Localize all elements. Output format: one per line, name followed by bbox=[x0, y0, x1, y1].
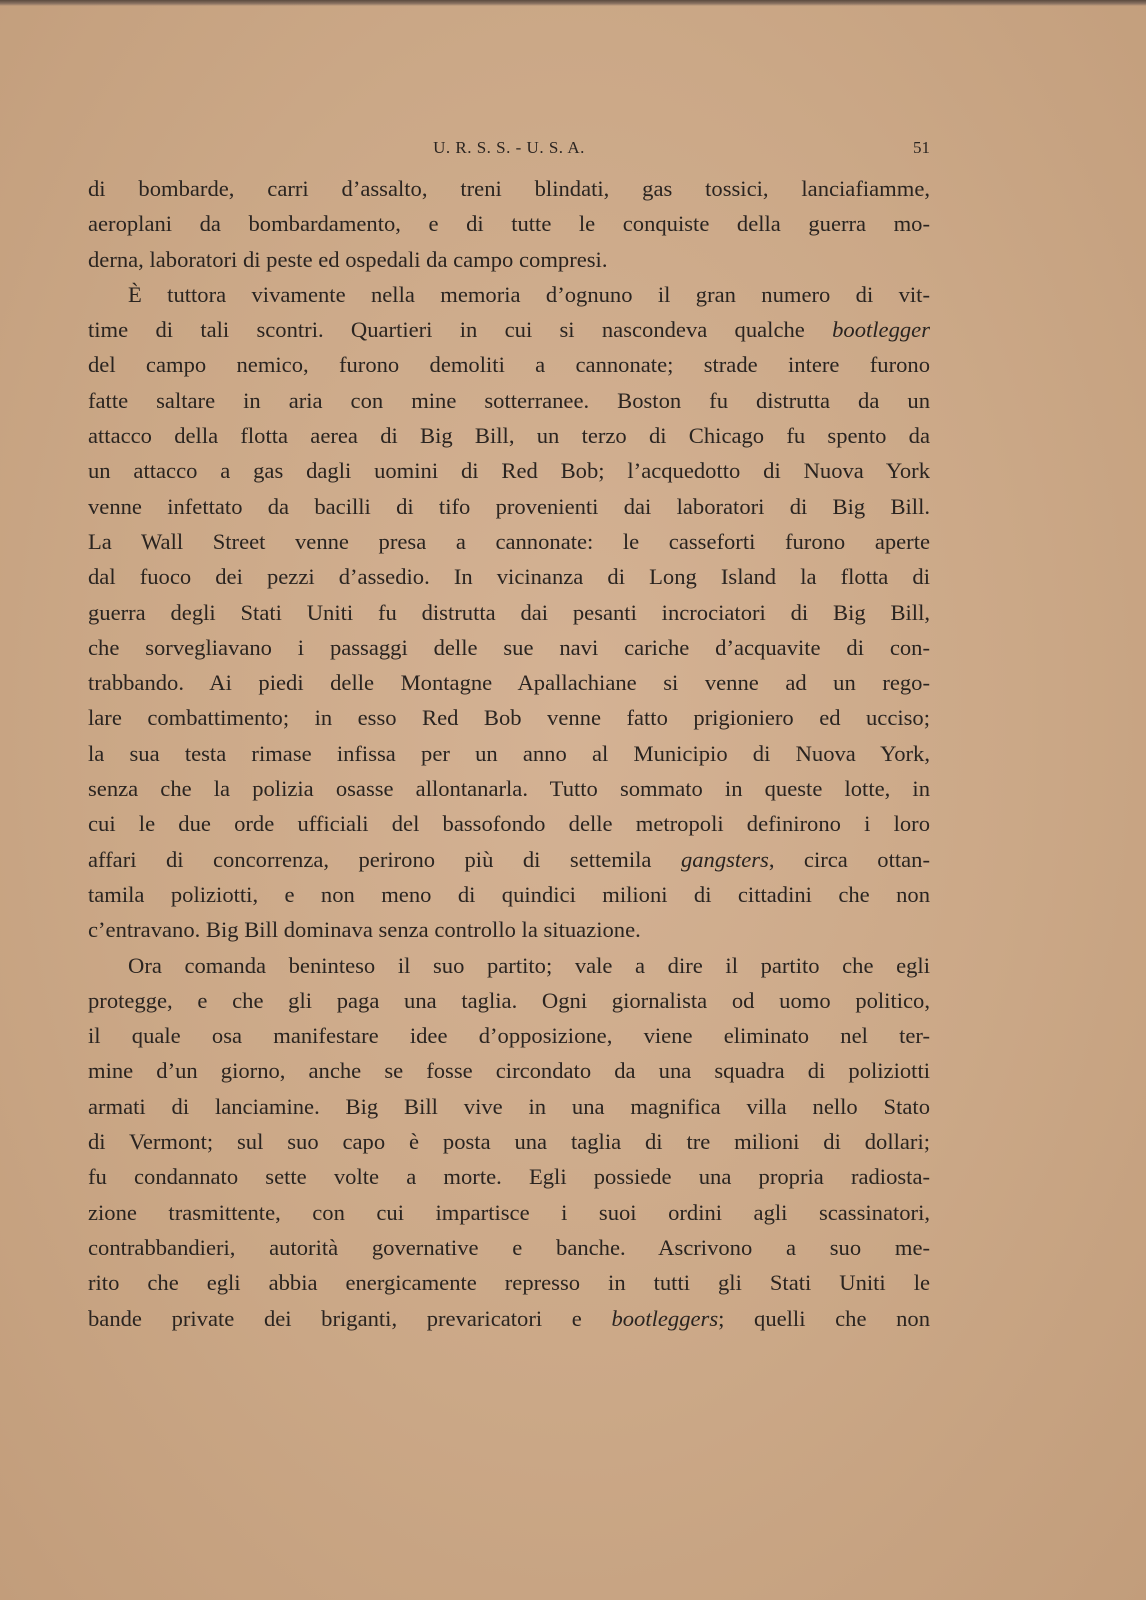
text-line-content: del campo nemico, furono demoliti a cannonate; strade intere furono bbox=[88, 352, 930, 378]
running-head: U. R. S. S. - U. S. A. bbox=[433, 138, 585, 157]
text-line bbox=[88, 1159, 930, 1194]
text-line bbox=[88, 277, 930, 312]
text-line-content: mine d’un giorno, anche se fosse circondato da una squadra di poliziotti bbox=[88, 1058, 930, 1084]
text-line bbox=[88, 806, 930, 841]
text-line-continuation: ; quelli che non bbox=[718, 1305, 930, 1331]
text-line-content: di Vermont; sul suo capo è posta una taglia di tre milioni di dollari; bbox=[88, 1129, 930, 1155]
text-line-content: Ora comanda beninteso il suo partito; vale a dire il partito che egli bbox=[128, 952, 930, 978]
text-line-content: trabbando. Ai piedi delle Montagne Apallachiane si venne ad un rego- bbox=[88, 670, 930, 696]
text-line-content: contrabbandieri, autorità governative e banche. Ascrivono a suo me- bbox=[88, 1234, 930, 1260]
text-line-content: È tuttora vivamente nella memoria d’ognuno il gran numero di vit- bbox=[128, 281, 930, 307]
text-line bbox=[88, 453, 930, 488]
text-line bbox=[88, 383, 930, 418]
text-line-content: rito che egli abbia energicamente represso in tutti gli Stati Uniti le bbox=[88, 1270, 930, 1296]
body-text bbox=[88, 171, 930, 1336]
text-line-content: fu condannato sette volte a morte. Egli possiede una propria radiosta- bbox=[88, 1164, 930, 1190]
text-line-content: fatte saltare in aria con mine sotterranee. Boston fu distrutta da un bbox=[88, 387, 930, 413]
text-line-content: tamila poliziotti, e non meno di quindici milioni di cittadini che non bbox=[88, 881, 930, 907]
text-line-content: il quale osa manifestare idee d’opposizione, viene eliminato nel ter- bbox=[88, 1023, 930, 1049]
text-line bbox=[88, 171, 930, 206]
text-line-content: derna, laboratori di peste ed ospedali da campo compresi. bbox=[88, 246, 608, 272]
text-line bbox=[88, 418, 930, 453]
text-line bbox=[88, 771, 930, 806]
text-line-content: attacco della flotta aerea di Big Bill, un terzo di Chicago fu spento da bbox=[88, 423, 930, 449]
text-line bbox=[88, 1089, 930, 1124]
text-line bbox=[88, 347, 930, 382]
text-line bbox=[88, 842, 930, 877]
text-line-content: La Wall Street venne presa a cannonate: le casseforti furono aperte bbox=[88, 528, 930, 554]
text-line-content: affari di concorrenza, perirono più di settemila bbox=[88, 846, 681, 872]
text-line-content: di bombarde, carri d’assalto, treni blindati, gas tossici, lanciafiamme, bbox=[88, 176, 930, 201]
text-line-content: che sorvegliavano i passaggi delle sue navi cariche d’acquavite di con- bbox=[88, 634, 930, 660]
text-line bbox=[88, 1053, 930, 1088]
text-line bbox=[88, 1265, 930, 1300]
page-top-edge bbox=[0, 0, 1146, 6]
italic-term: bootlegger bbox=[832, 317, 930, 343]
text-line bbox=[88, 983, 930, 1018]
text-line-content: un attacco a gas dagli uomini di Red Bob; l’acquedotto di Nuova York bbox=[88, 458, 930, 484]
text-line bbox=[88, 700, 930, 735]
text-line bbox=[88, 1301, 930, 1336]
text-line bbox=[88, 1124, 930, 1159]
text-line bbox=[88, 1018, 930, 1053]
text-line bbox=[88, 877, 930, 912]
text-line bbox=[88, 665, 930, 700]
text-line bbox=[88, 1230, 930, 1265]
text-line-content: dal fuoco dei pezzi d’assedio. In vicinanza di Long Island la flotta di bbox=[88, 564, 930, 590]
text-line bbox=[88, 912, 930, 947]
text-line bbox=[88, 242, 930, 277]
text-line bbox=[88, 736, 930, 771]
text-line-content: protegge, e che gli paga una taglia. Ogni giornalista od uomo politico, bbox=[88, 987, 930, 1013]
text-line-content: guerra degli Stati Uniti fu distrutta dai pesanti incrociatori di Big Bill, bbox=[88, 599, 930, 625]
page-header bbox=[88, 134, 930, 164]
text-line-content: la sua testa rimase infissa per un anno al Municipio di Nuova York, bbox=[88, 740, 930, 766]
text-line-content: armati di lanciamine. Big Bill vive in una magnifica villa nello Stato bbox=[88, 1093, 930, 1119]
text-line bbox=[88, 524, 930, 559]
text-line bbox=[88, 489, 930, 524]
text-line bbox=[88, 630, 930, 665]
text-line bbox=[88, 312, 930, 347]
italic-term: bootleggers bbox=[611, 1305, 719, 1331]
text-line bbox=[88, 1195, 930, 1230]
text-line-content: bande private dei briganti, prevaricatori e bbox=[88, 1305, 612, 1331]
text-line-content: c’entravano. Big Bill dominava senza controllo la situazione. bbox=[88, 917, 641, 943]
page-number: 51 bbox=[913, 138, 930, 157]
text-line-content: zione trasmittente, con cui impartisce i suoi ordini agli scassinatori, bbox=[88, 1199, 930, 1225]
text-line bbox=[88, 206, 930, 241]
text-line bbox=[88, 559, 930, 594]
text-line-content: time di tali scontri. Quartieri in cui si nascondeva qualche bbox=[88, 317, 833, 343]
text-line bbox=[88, 948, 930, 983]
italic-term: gangsters bbox=[680, 846, 769, 872]
text-line-content: senza che la polizia osasse allontanarla. Tutto sommato in queste lotte, in bbox=[88, 776, 930, 802]
text-line-content: aeroplani da bombardamento, e di tutte le conquiste della guerra mo- bbox=[88, 211, 930, 237]
text-line-content: lare combattimento; in esso Red Bob venne fatto prigioniero ed ucciso; bbox=[88, 705, 930, 731]
text-line-continuation: , circa ottan- bbox=[768, 846, 930, 872]
text-line-content: venne infettato da bacilli di tifo provenienti dai laboratori di Big Bill. bbox=[88, 493, 930, 519]
text-line bbox=[88, 595, 930, 630]
text-line-content: cui le due orde ufficiali del bassofondo delle metropoli definirono i loro bbox=[88, 811, 930, 837]
